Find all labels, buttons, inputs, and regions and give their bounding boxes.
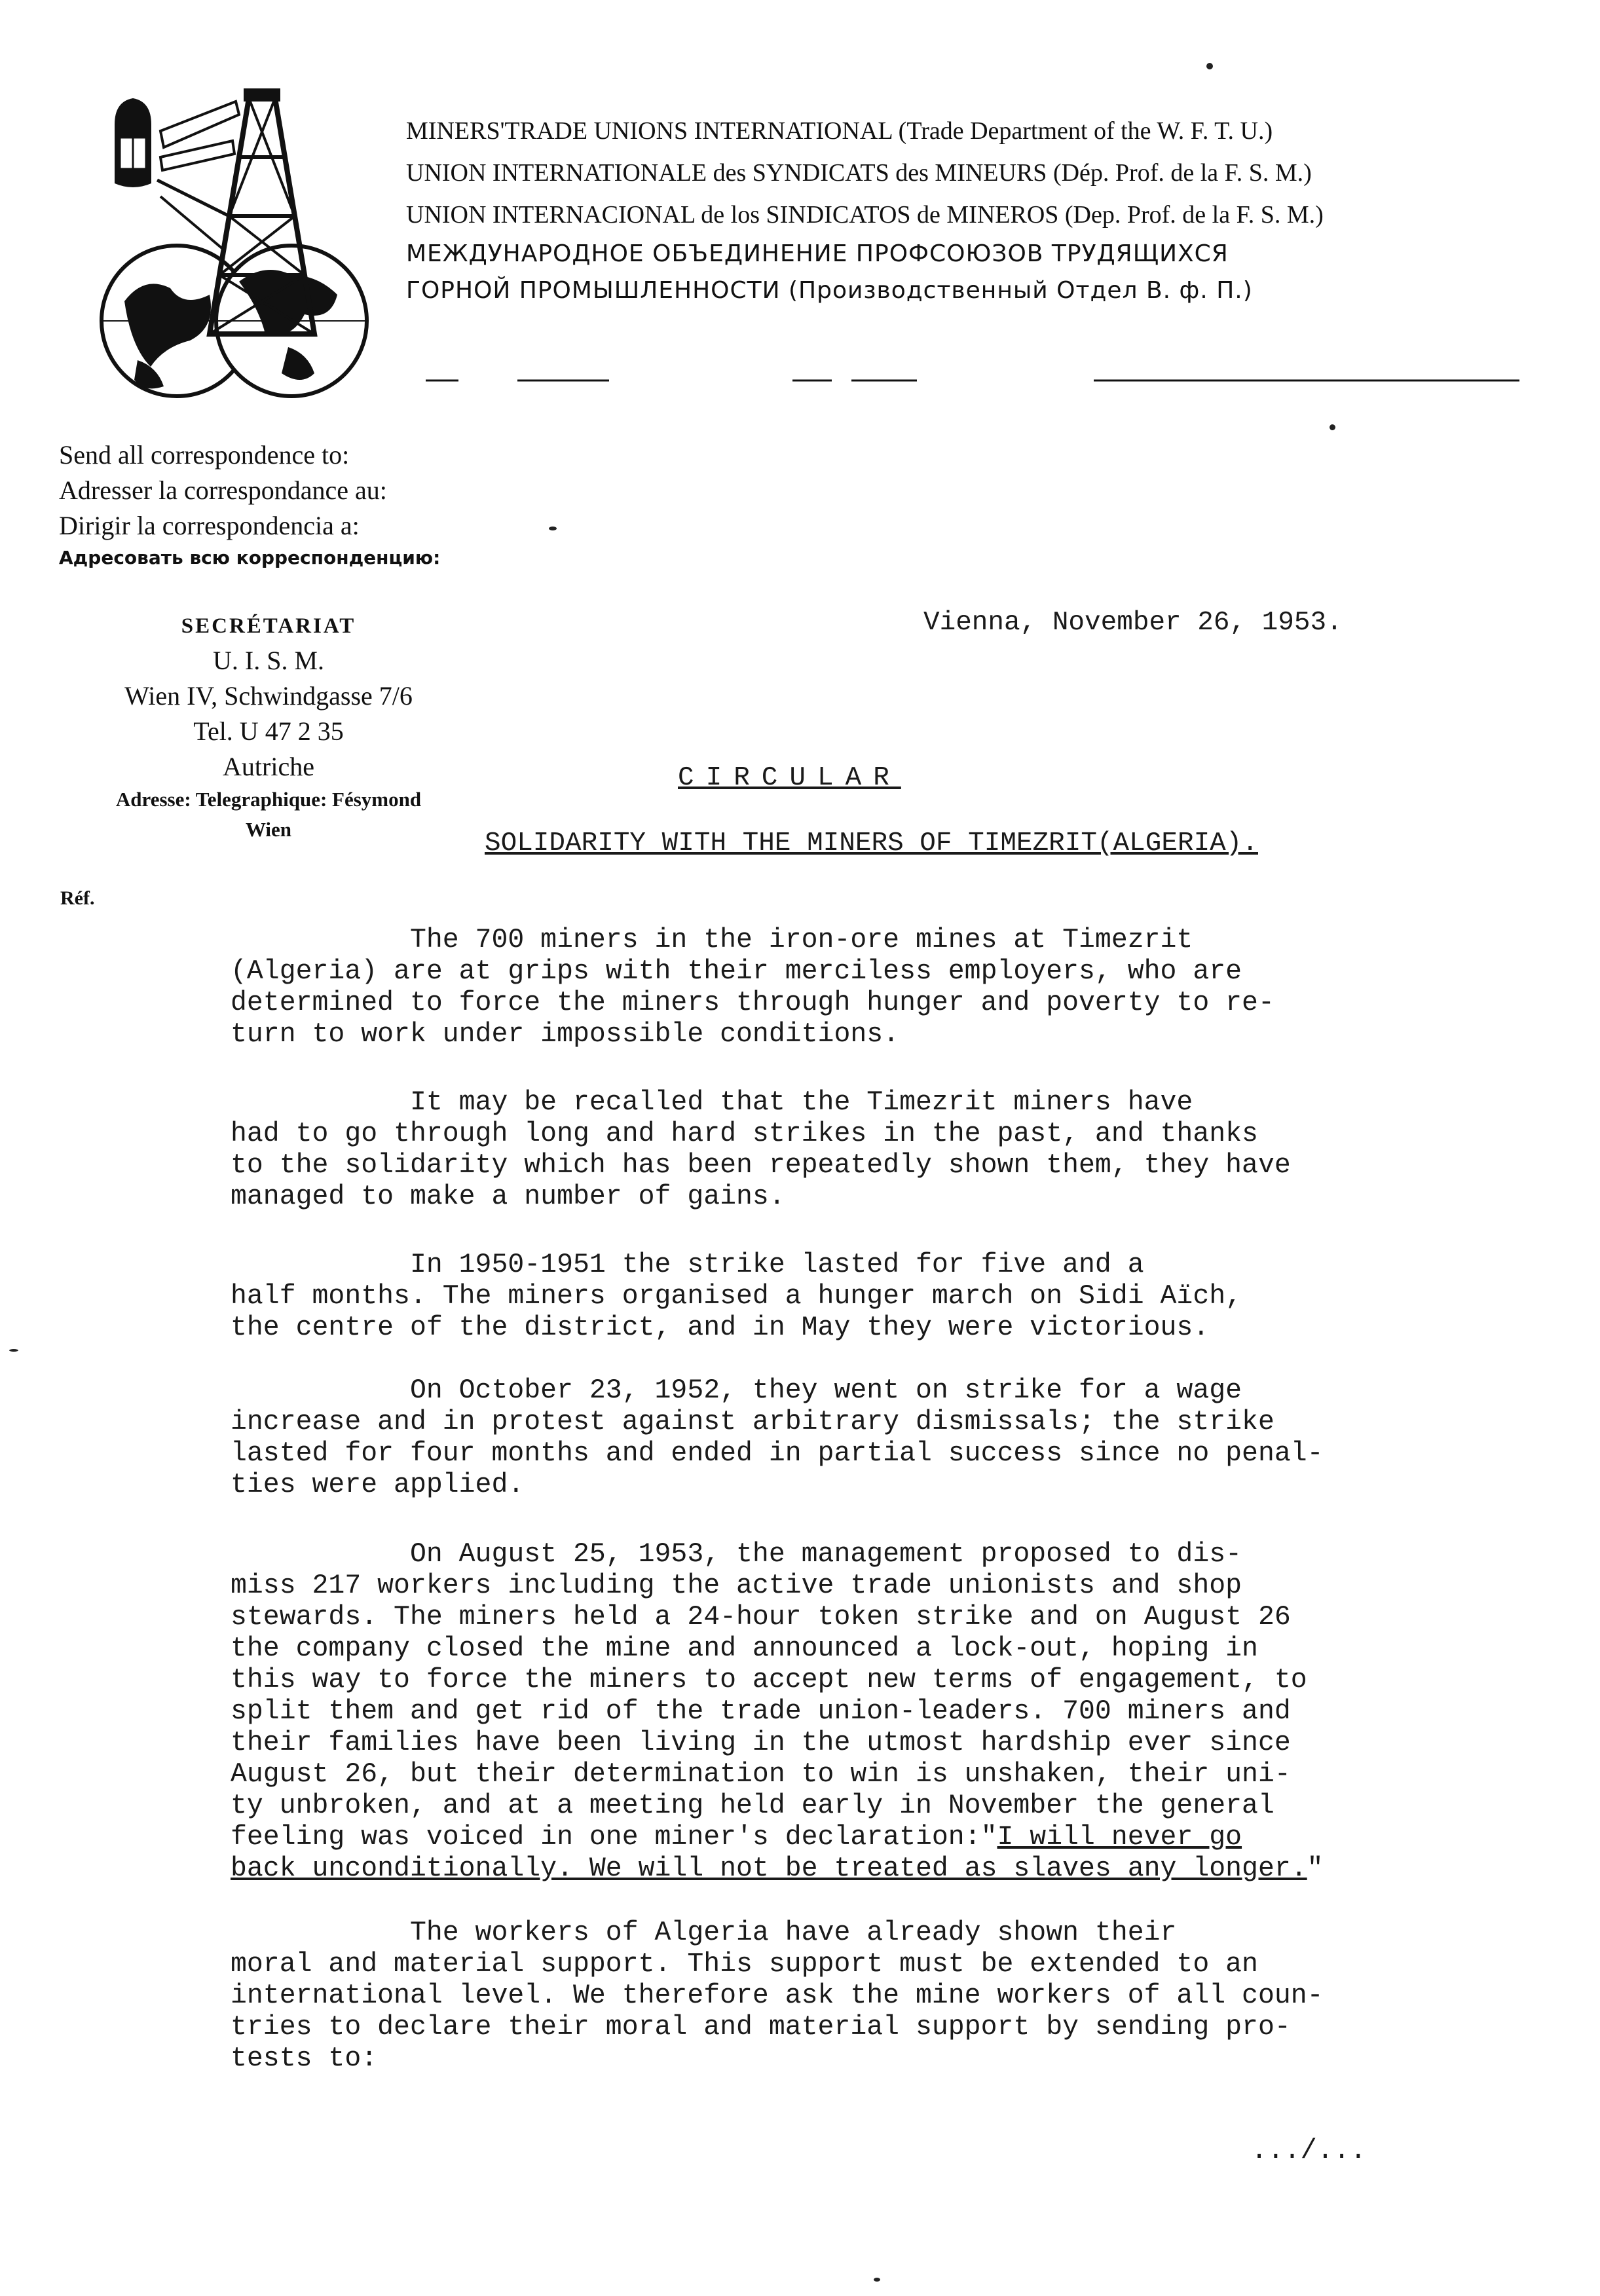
paragraph-line: On October 23, 1952, they went on strike for a wage [231,1375,1242,1406]
secretariat-title: SECRÉTARIAT [181,614,356,638]
paragraph-line: ty unbroken, and at a meeting held early in November the general [231,1790,1274,1821]
secretariat-city: Wien [245,818,292,841]
scan-speck [9,1349,18,1352]
paragraph-line: (Algeria) are at grips with their merciless employers, who are [231,956,1242,987]
scan-speck [1330,424,1335,430]
scan-speck [549,527,557,530]
header-line-ru-1: МЕЖДУНАРОДНОЕ ОБЪЕДИНЕНИЕ ПРОФСОЮЗОВ ТРУДЯЩИХСЯ [406,240,1229,267]
reference-label: Réf. [60,887,95,909]
paragraph-line: turn to work under impossible conditions. [231,1019,900,1050]
correspondence-ru: Адресовать всю корреспонденцию: [59,547,441,568]
secretariat-address [39,609,498,845]
paragraph-line-with-quote [231,1853,1514,1885]
correspondence-block [59,437,440,572]
paragraph-1 [231,925,1514,1050]
closing-quote-mark: " [1307,1853,1324,1884]
paragraph-line: ties were applied. [231,1470,525,1500]
paragraph-line: tests to: [231,2043,378,2074]
paragraph-line: It may be recalled that the Timezrit miners have [231,1087,1193,1118]
correspondence-es: Dirigir la correspondencia a: [59,511,360,540]
paragraph-line-text: feeling was voiced in one miner's declaration:" [231,1822,997,1853]
paragraph-line: determined to force the miners through hunger and poverty to re- [231,988,1274,1018]
header-divider [413,379,1526,382]
paragraph-line: this way to force the miners to accept new terms of engagement, to [231,1665,1307,1695]
paragraph-line: international level. We therefore ask the mine workers of all coun- [231,1980,1324,2011]
paragraph-6 [231,1917,1514,2075]
quoted-declaration-part1: I will never go [997,1822,1242,1853]
header-line-ru-2: ГОРНОЙ ПРОМЫШЛЕННОСТИ (Производственный Отдел В. ф. П.) [406,277,1253,304]
paragraph-5 [231,1539,1514,1885]
scan-speck [1206,63,1213,69]
paragraph-line: In 1950-1951 the strike lasted for five and a [231,1250,1144,1280]
paragraph-line: August 26, but their determination to win is unshaken, their uni- [231,1759,1291,1790]
paragraph-line: stewards. The miners held a 24-hour token strike and on August 26 [231,1602,1291,1633]
paragraph-4 [231,1375,1514,1501]
secretariat-telegraph: Adresse: Telegraphique: Fésymond [115,788,422,811]
miners-derrick-globe-logo-icon [98,85,386,413]
paragraph-line: split them and get rid of the trade union-leaders. 700 miners and [231,1696,1291,1727]
header-line-en: MINERS'TRADE UNIONS INTERNATIONAL (Trade Department of the W. F. T. U.) [406,117,1273,145]
header-line-es: UNION INTERNACIONAL de los SINDICATOS de MINEROS (Dep. Prof. de la F. S. M.) [406,201,1324,229]
paragraph-line: miss 217 workers including the active trade unionists and shop [231,1570,1242,1601]
paragraph-line: On August 25, 1953, the management proposed to dis- [231,1539,1242,1570]
paragraph-line: The workers of Algeria have already shown their [231,1917,1177,1948]
paragraph-line: tries to declare their moral and material support by sending pro- [231,2012,1291,2043]
paragraph-line: the company closed the mine and announced a lock-out, hoping in [231,1633,1258,1664]
secretariat-tel: Tel. U 47 2 35 [193,716,344,746]
paragraph-line: had to go through long and hard strikes in the past, and thanks [231,1119,1258,1149]
quoted-declaration-part2: back unconditionally. We will not be treated as slaves any longer. [231,1853,1307,1884]
header-line-fr: UNION INTERNATIONALE des SYNDICATS des MINEURS (Dép. Prof. de la F. S. M.) [406,159,1312,187]
paragraph-line: to the solidarity which has been repeatedly shown them, they have [231,1150,1291,1181]
circular-title: CIRCULAR [678,763,901,793]
subject-line: SOLIDARITY WITH THE MINERS OF TIMEZRIT(ALGERIA). [485,828,1258,859]
paragraph-line: increase and in protest against arbitrary dismissals; the strike [231,1407,1274,1437]
paragraph-2 [231,1087,1514,1213]
paragraph-line: half months. The miners organised a hunger march on Sidi Aïch, [231,1281,1242,1312]
continuation-mark: .../... [1251,2135,1367,2166]
paragraph-line: their families have been living in the utmost hardship ever since [231,1728,1291,1758]
paragraph-line: lasted for four months and ended in partial success since no penal- [231,1438,1324,1469]
union-names-header [406,110,1533,309]
paragraph-line: The 700 miners in the iron-ore mines at Timezrit [231,925,1193,955]
paragraph-line: moral and material support. This support must be extended to an [231,1949,1258,1980]
paragraph-3 [231,1250,1514,1344]
paragraph-line: managed to make a number of gains. [231,1181,785,1212]
secretariat-org: U. I. S. M. [212,646,325,675]
paragraph-line: the centre of the district, and in May they were victorious. [231,1312,1210,1343]
scan-speck [874,2278,880,2282]
secretariat-street: Wien IV, Schwindgasse 7/6 [124,681,413,711]
paragraph-line-with-quote [231,1822,1514,1853]
correspondence-fr: Adresser la correspondance au: [59,475,387,505]
letter-date: Vienna, November 26, 1953. [923,608,1343,638]
secretariat-country: Autriche [223,752,314,781]
correspondence-en: Send all correspondence to: [59,440,350,470]
